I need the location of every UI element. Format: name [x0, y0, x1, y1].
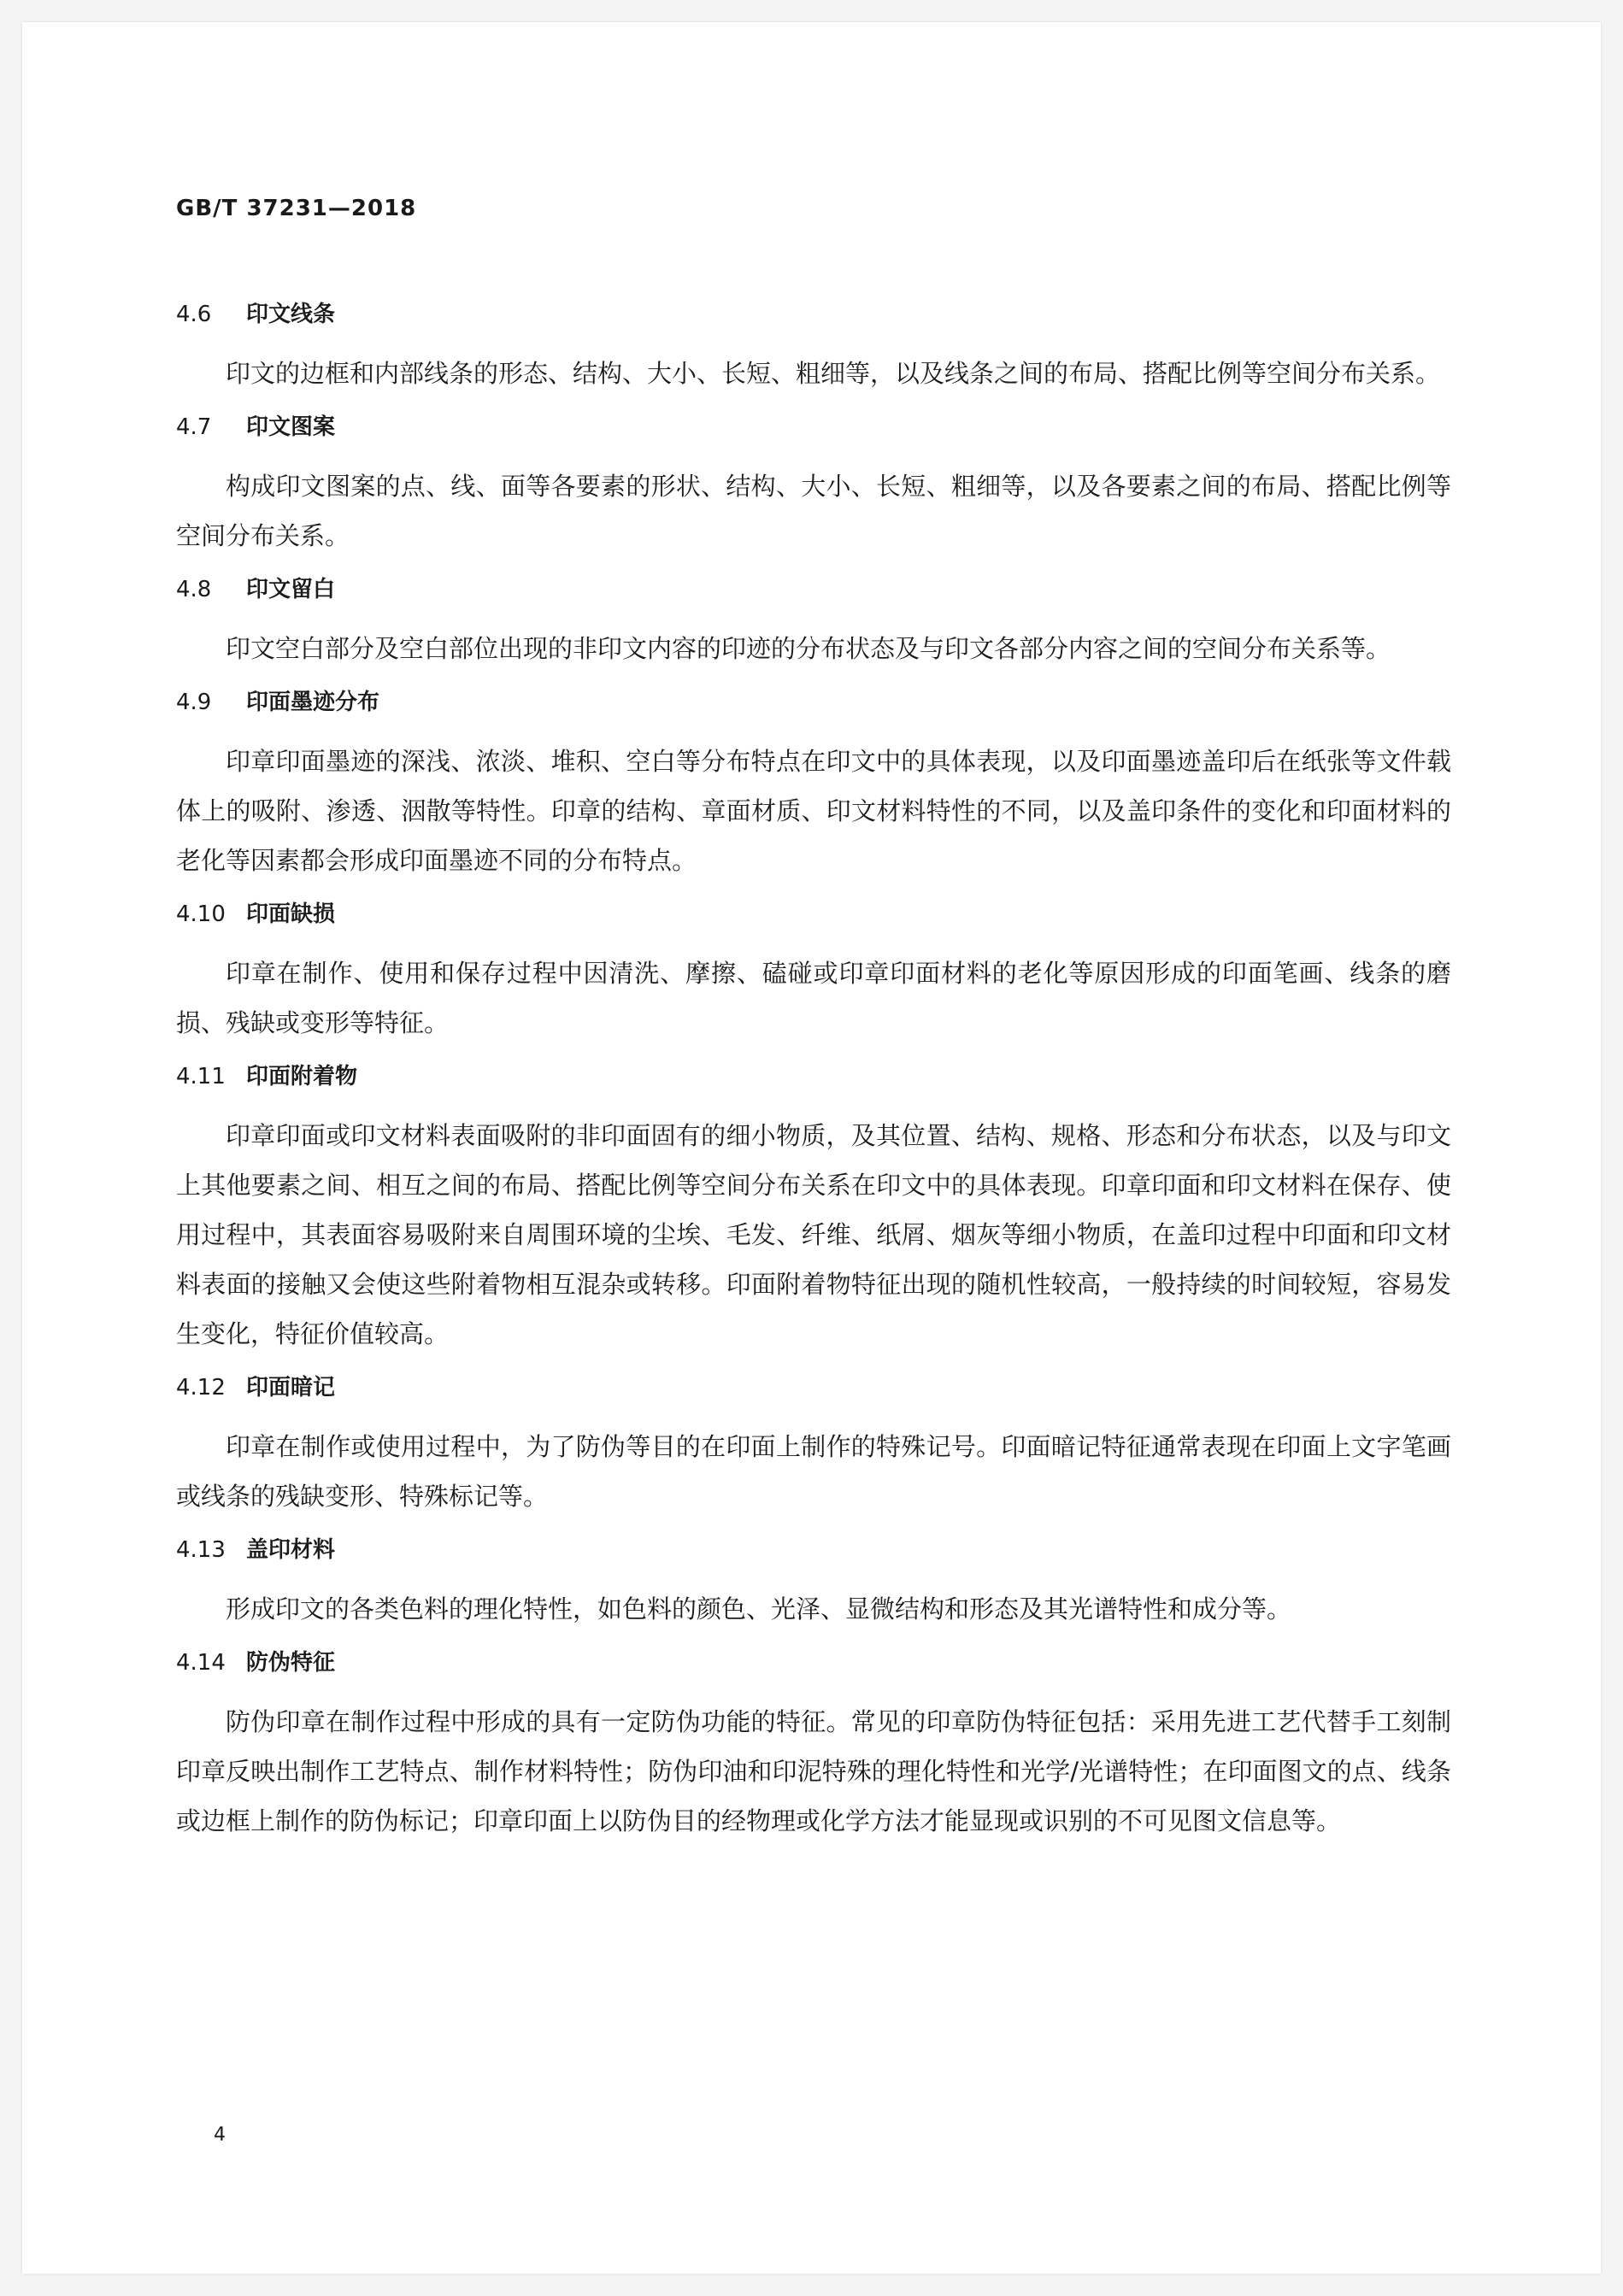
- section-number: 4.10: [176, 901, 226, 927]
- section-heading: [176, 895, 1451, 933]
- section-title: 盖印材料: [246, 1537, 336, 1563]
- section-number: 4.9: [176, 690, 212, 715]
- section-title: 印文线条: [246, 302, 336, 327]
- section-paragraph: 构成印文图案的点、线、面等各要素的形状、结构、大小、长短、粗细等，以及各要素之间的布局、搭配比例等空间分布关系。: [176, 472, 1451, 550]
- section-paragraph: 印文的边框和内部线条的形态、结构、大小、长短、粗细等，以及线条之间的布局、搭配比例等空间分布关系。: [226, 359, 1441, 388]
- section-4-9: [176, 684, 1451, 885]
- section-heading: [176, 1369, 1451, 1406]
- section-number: 4.11: [176, 1064, 226, 1089]
- section-4-6: [176, 296, 1451, 398]
- section-4-14: [176, 1644, 1451, 1846]
- section-paragraph: 印章在制作、使用和保存过程中因清洗、摩擦、磕碰或印章印面材料的老化等原因形成的印面笔画、线条的磨损、残缺或变形等特征。: [176, 959, 1451, 1037]
- section-heading: [176, 1531, 1451, 1569]
- section-number: 4.13: [176, 1537, 226, 1563]
- section-title: 印面缺损: [246, 901, 336, 927]
- section-title: 印面暗记: [246, 1375, 336, 1401]
- section-number: 4.14: [176, 1650, 226, 1676]
- standard-code: GB/T 37231—2018: [176, 196, 417, 221]
- section-title: 印文留白: [246, 577, 336, 602]
- page-number: 4: [214, 2124, 226, 2146]
- section-paragraph: 形成印文的各类色料的理化特性，如色料的颜色、光泽、显微结构和形态及其光谱特性和成分等。: [226, 1594, 1292, 1624]
- section-heading: [176, 571, 1451, 608]
- section-title: 印面墨迹分布: [246, 690, 380, 715]
- section-title: 印面附着物: [246, 1064, 358, 1089]
- section-heading: [176, 684, 1451, 721]
- section-paragraph: 防伪印章在制作过程中形成的具有一定防伪功能的特征。常见的印章防伪特征包括：采用先进工艺代替手工刻制印章反映出制作工艺特点、制作材料特性；防伪印油和印泥特殊的理化特性和光学/光谱特性；在印面图文的点、线条或边框上制作的防伪标记；印章印面上以防伪目的经物理或化学方法才能显现或识别的不可见图文信息等。: [176, 1707, 1451, 1835]
- section-title: 印文图案: [246, 414, 336, 440]
- section-4-12: [176, 1369, 1451, 1521]
- document-body: [176, 296, 1451, 1856]
- section-heading: [176, 1058, 1451, 1095]
- section-number: 4.12: [176, 1375, 226, 1401]
- section-title: 防伪特征: [246, 1650, 336, 1676]
- section-paragraph: 印文空白部分及空白部位出现的非印文内容的印迹的分布状态及与印文各部分内容之间的空间分布关系等。: [226, 634, 1391, 663]
- section-heading: [176, 1644, 1451, 1682]
- section-4-10: [176, 895, 1451, 1048]
- section-number: 4.6: [176, 302, 212, 327]
- document-page: [22, 22, 1601, 2274]
- section-number: 4.8: [176, 577, 212, 602]
- section-4-11: [176, 1058, 1451, 1359]
- section-paragraph: 印章印面墨迹的深浅、浓淡、堆积、空白等分布特点在印文中的具体表现，以及印面墨迹盖印后在纸张等文件载体上的吸附、渗透、洇散等特性。印章的结构、章面材质、印文材料特性的不同，以及盖印条件的变化和印面材料的老化等因素都会形成印面墨迹不同的分布特点。: [176, 747, 1451, 875]
- section-paragraph: 印章在制作或使用过程中，为了防伪等目的在印面上制作的特殊记号。印面暗记特征通常表现在印面上文字笔画或线条的残缺变形、特殊标记等。: [176, 1432, 1451, 1511]
- section-4-8: [176, 571, 1451, 673]
- section-paragraph: 印章印面或印文材料表面吸附的非印面固有的细小物质，及其位置、结构、规格、形态和分布状态，以及与印文上其他要素之间、相互之间的布局、搭配比例等空间分布关系在印文中的具体表现。印章印面和印文材料在保存、使用过程中，其表面容易吸附来自周围环境的尘埃、毛发、纤维、纸屑、烟灰等细小物质，在盖印过程中印面和印文材料表面的接触又会使这些附着物相互混杂或转移。印面附着物特征出现的随机性较高，一般持续的时间较短，容易发生变化，特征价值较高。: [176, 1121, 1451, 1348]
- section-4-7: [176, 408, 1451, 561]
- section-heading: [176, 296, 1451, 333]
- section-number: 4.7: [176, 414, 212, 440]
- section-4-13: [176, 1531, 1451, 1634]
- section-heading: [176, 408, 1451, 446]
